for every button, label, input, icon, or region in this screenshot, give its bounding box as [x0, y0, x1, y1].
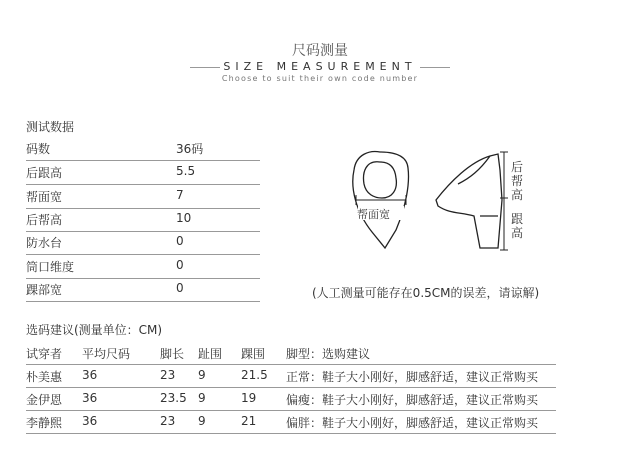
table-cell: 金伊恩 — [26, 393, 63, 407]
measurement-value: 7 — [176, 188, 184, 202]
measurement-label: 后跟高 — [26, 166, 63, 180]
table-cell: 朴美惠 — [26, 370, 63, 384]
measurement-row — [26, 255, 260, 279]
measurement-label: 筒口维度 — [26, 260, 75, 274]
measurement-value: 0 — [176, 234, 184, 248]
back-height-label: 后帮高 — [511, 160, 524, 202]
table-cell: 9 — [198, 368, 206, 382]
table-cell: 36 — [82, 391, 98, 405]
column-header: 脚型：选购建议 — [286, 347, 371, 361]
shoe-side-view — [436, 154, 502, 248]
table-row — [26, 387, 556, 411]
table-cell: 36 — [82, 414, 98, 428]
shoe-top-insole — [364, 162, 397, 198]
column-header: 平均尺码 — [82, 347, 131, 361]
page-title: 尺码测量 — [292, 43, 348, 59]
measurement-row — [26, 137, 260, 161]
table-cell: 9 — [198, 414, 206, 428]
page-subtitle: Choose to suit their own code number — [221, 74, 419, 83]
measurement-value: 0 — [176, 281, 184, 295]
table-cell: 36 — [82, 368, 98, 382]
table-cell: 正常：鞋子大小刚好，脚感舒适，建议正常购买 — [286, 370, 539, 384]
table-header-row — [26, 341, 556, 365]
page-title-english: SIZE MEASUREMENT — [223, 60, 417, 73]
table-cell: 19 — [241, 391, 257, 405]
measurement-row — [26, 185, 260, 209]
measurement-value: 10 — [176, 211, 192, 225]
measurement-row — [26, 208, 260, 232]
table-cell: 23 — [160, 414, 176, 428]
table-cell: 偏瘦：鞋子大小刚好，脚感舒适，建议正常购买 — [286, 393, 539, 407]
measurement-row — [26, 161, 260, 185]
measurement-label: 帮面宽 — [26, 190, 63, 204]
measurement-section-title: 测试数据 — [26, 120, 75, 134]
table-row — [26, 364, 556, 388]
measurement-value: 0 — [176, 258, 184, 272]
table-cell: 李静熙 — [26, 416, 63, 430]
table-cell: 偏胖：鞋子大小刚好，脚感舒适，建议正常购买 — [286, 416, 539, 430]
measurement-label: 后帮高 — [26, 213, 63, 227]
table-row — [26, 410, 556, 434]
measurement-value: 5.5 — [176, 164, 196, 178]
column-header: 踝围 — [241, 347, 266, 361]
table-cell: 23 — [160, 368, 176, 382]
measurement-label: 码数 — [26, 142, 51, 156]
measurement-value: 36码 — [176, 142, 204, 156]
column-header: 试穿者 — [26, 347, 63, 361]
table-cell: 21.5 — [241, 368, 268, 382]
shoe-diagram — [330, 140, 580, 270]
measurement-note: (人工测量可能存在0.5CM的误差，请谅解) — [312, 286, 540, 300]
measurement-label: 踝部宽 — [26, 283, 63, 297]
measurement-row — [26, 278, 260, 302]
measurement-label: 防水台 — [26, 236, 63, 250]
column-header: 脚长 — [160, 347, 185, 361]
shoe-side-opening — [458, 156, 490, 184]
column-header: 趾围 — [198, 347, 223, 361]
heel-height-label: 跟高 — [511, 212, 524, 240]
width-label: 帮面宽 — [357, 208, 390, 221]
recommendation-section-title: 选码建议(测量单位：CM) — [26, 323, 163, 337]
table-cell: 23.5 — [160, 391, 187, 405]
table-cell: 21 — [241, 414, 257, 428]
measurement-row — [26, 231, 260, 255]
table-cell: 9 — [198, 391, 206, 405]
